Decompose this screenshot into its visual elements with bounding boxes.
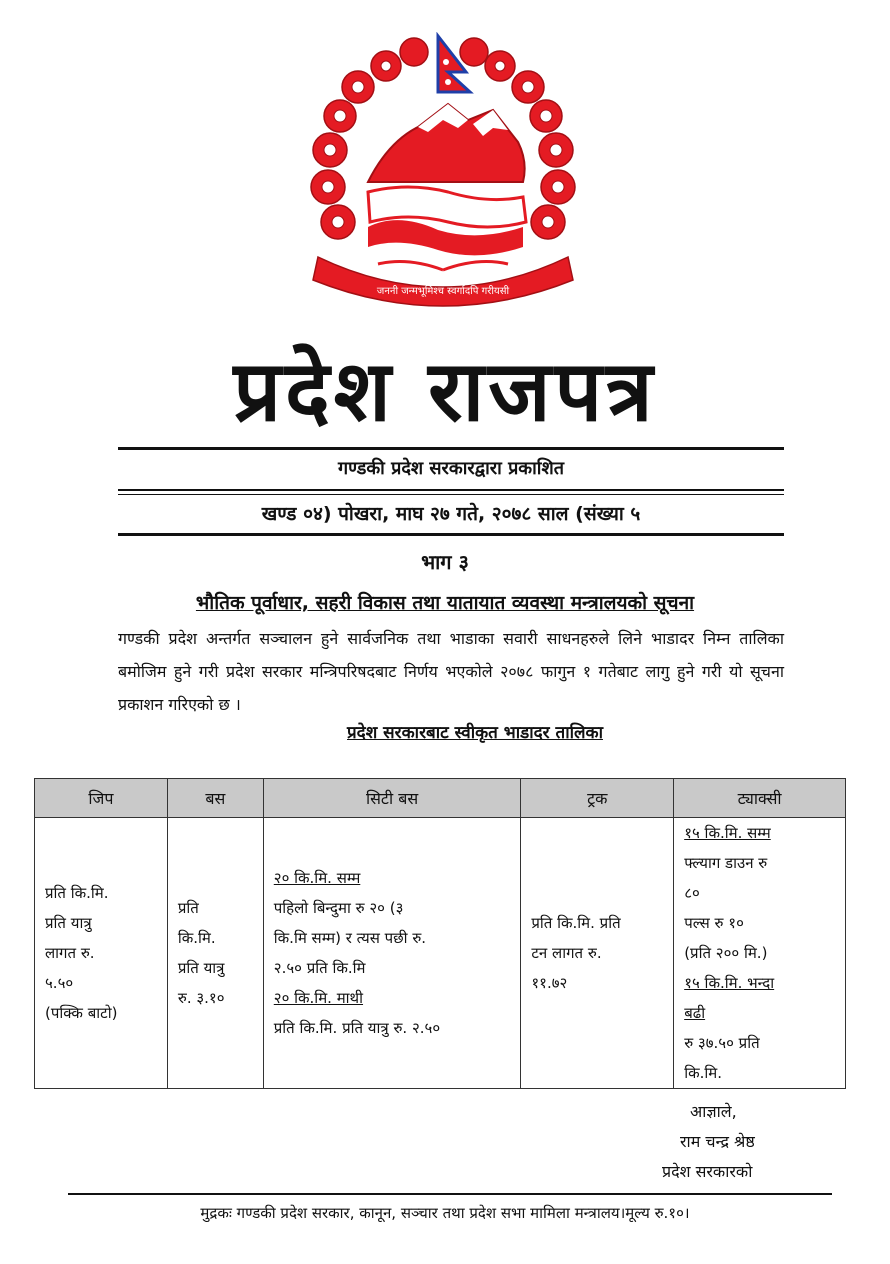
- city-bus-slab-heading: २० कि.मि. माथी: [273, 989, 364, 1007]
- taxi-slab-heading: १५ कि.मि. भन्दा: [684, 974, 775, 992]
- middle-rule-2: [118, 494, 784, 495]
- jeep-note: (पक्कि बाटो): [45, 1004, 118, 1022]
- header-jeep: जिप: [35, 779, 168, 818]
- bottom-rule: [118, 533, 784, 536]
- city-bus-line: २.५० प्रति कि.मि: [273, 959, 366, 977]
- signature-office: प्रदेश सरकारको: [662, 1162, 753, 1181]
- signature-name: राम चन्द्र श्रेष्ठ: [680, 1132, 755, 1151]
- header-bus: बस: [167, 779, 263, 818]
- printer-footer: मुद्रकः गण्डकी प्रदेश सरकार, कानून, सञ्चार तथा प्रदेश सभा मामिला मन्त्रालय।मूल्य रु.१०।: [200, 1204, 690, 1222]
- mountain-icon: [368, 104, 525, 182]
- footer-rule: [68, 1193, 832, 1195]
- taxi-line: (प्रति २०० मि.): [684, 944, 768, 962]
- city-bus-slab-heading: २० कि.मि. सम्म: [273, 869, 361, 887]
- bus-cell: [167, 818, 263, 1089]
- taxi-line: ८०: [684, 884, 700, 902]
- taxi-slab-heading: बढी: [684, 1004, 706, 1022]
- ribbon-icon: [313, 257, 573, 306]
- bus-line: प्रति यात्रु: [177, 959, 225, 977]
- city-bus-cell: [263, 818, 521, 1089]
- jeep-cell: [35, 818, 168, 1089]
- taxi-cell: [674, 818, 846, 1089]
- header-city-bus: सिटी बस: [263, 779, 521, 818]
- bus-rate: रु. ३.१०: [177, 989, 225, 1007]
- notice-body: गण्डकी प्रदेश अन्तर्गत सञ्चालन हुने सार्वजनिक तथा भाडाका सवारी साधनहरुले लिने भाडादर निम्न तालिका बमोजिम हुने गरी प्रदेश सरकार मन्त्रिपरिषदबाट निर्णय भएकोले २०७८ फागुन १ गतेबाट लागु हुने गरी यो सूचना प्रकाशन गरिएको छ ।: [118, 629, 784, 714]
- bus-line: प्रति: [177, 899, 199, 917]
- header-truck: ट्रक: [521, 779, 674, 818]
- table-header-row: [35, 779, 846, 818]
- publisher-line: गण्डकी प्रदेश सरकारद्वारा प्रकाशित: [338, 458, 564, 479]
- truck-line: प्रति कि.मि. प्रति: [531, 914, 621, 932]
- city-bus-line: पहिलो बिन्दुमा रु २० (३: [273, 899, 404, 917]
- taxi-line: कि.मि.: [684, 1064, 722, 1082]
- bus-line: कि.मि.: [177, 929, 216, 947]
- truck-line: टन लागत रु.: [531, 944, 602, 962]
- emblem-motto: जननी जन्मभूमिश्च स्वर्गादपि गरीयसी: [376, 286, 510, 297]
- top-rule: [118, 447, 784, 450]
- gazette-title: प्रदेश राजपत्र: [233, 342, 657, 440]
- city-bus-line: कि.मि सम्म) र त्यस पछी रु.: [273, 929, 427, 947]
- jeep-rate: ५.५०: [45, 974, 74, 992]
- middle-rule-1: [118, 489, 784, 491]
- jeep-line: प्रति यात्रु: [45, 914, 92, 932]
- signature-order: आज्ञाले,: [690, 1102, 737, 1121]
- wheat-icon: [378, 262, 508, 270]
- taxi-line: रु ३७.५० प्रति: [684, 1034, 760, 1052]
- truck-cell: [521, 818, 674, 1089]
- truck-rate: ११.७२: [531, 974, 568, 992]
- jeep-line: प्रति कि.मि.: [45, 884, 109, 902]
- city-bus-line: प्रति कि.मि. प्रति यात्रु रु. २.५०: [273, 1019, 441, 1037]
- taxi-line: पल्स रु १०: [684, 914, 744, 932]
- taxi-slab-heading: १५ कि.मि. सम्म: [684, 824, 771, 842]
- part-label: भाग ३: [421, 550, 469, 574]
- issue-line: खण्ड ०४) पोखरा, माघ २७ गते, २०७८ साल (संख्या ५: [261, 503, 641, 525]
- nepal-emblem: [298, 32, 588, 310]
- table-row: [35, 818, 846, 1089]
- taxi-line: फ्ल्याग डाउन रु: [684, 854, 768, 872]
- table-title: प्रदेश सरकारबाट स्वीकृत भाडादर तालिका: [347, 723, 603, 743]
- fare-table: [34, 778, 846, 1089]
- jeep-line: लागत रु.: [45, 944, 95, 962]
- header-taxi: ट्याक्सी: [674, 779, 846, 818]
- notice-heading: भौतिक पूर्वाधार, सहरी विकास तथा यातायात व्यवस्था मन्त्रालयको सूचना: [195, 592, 695, 614]
